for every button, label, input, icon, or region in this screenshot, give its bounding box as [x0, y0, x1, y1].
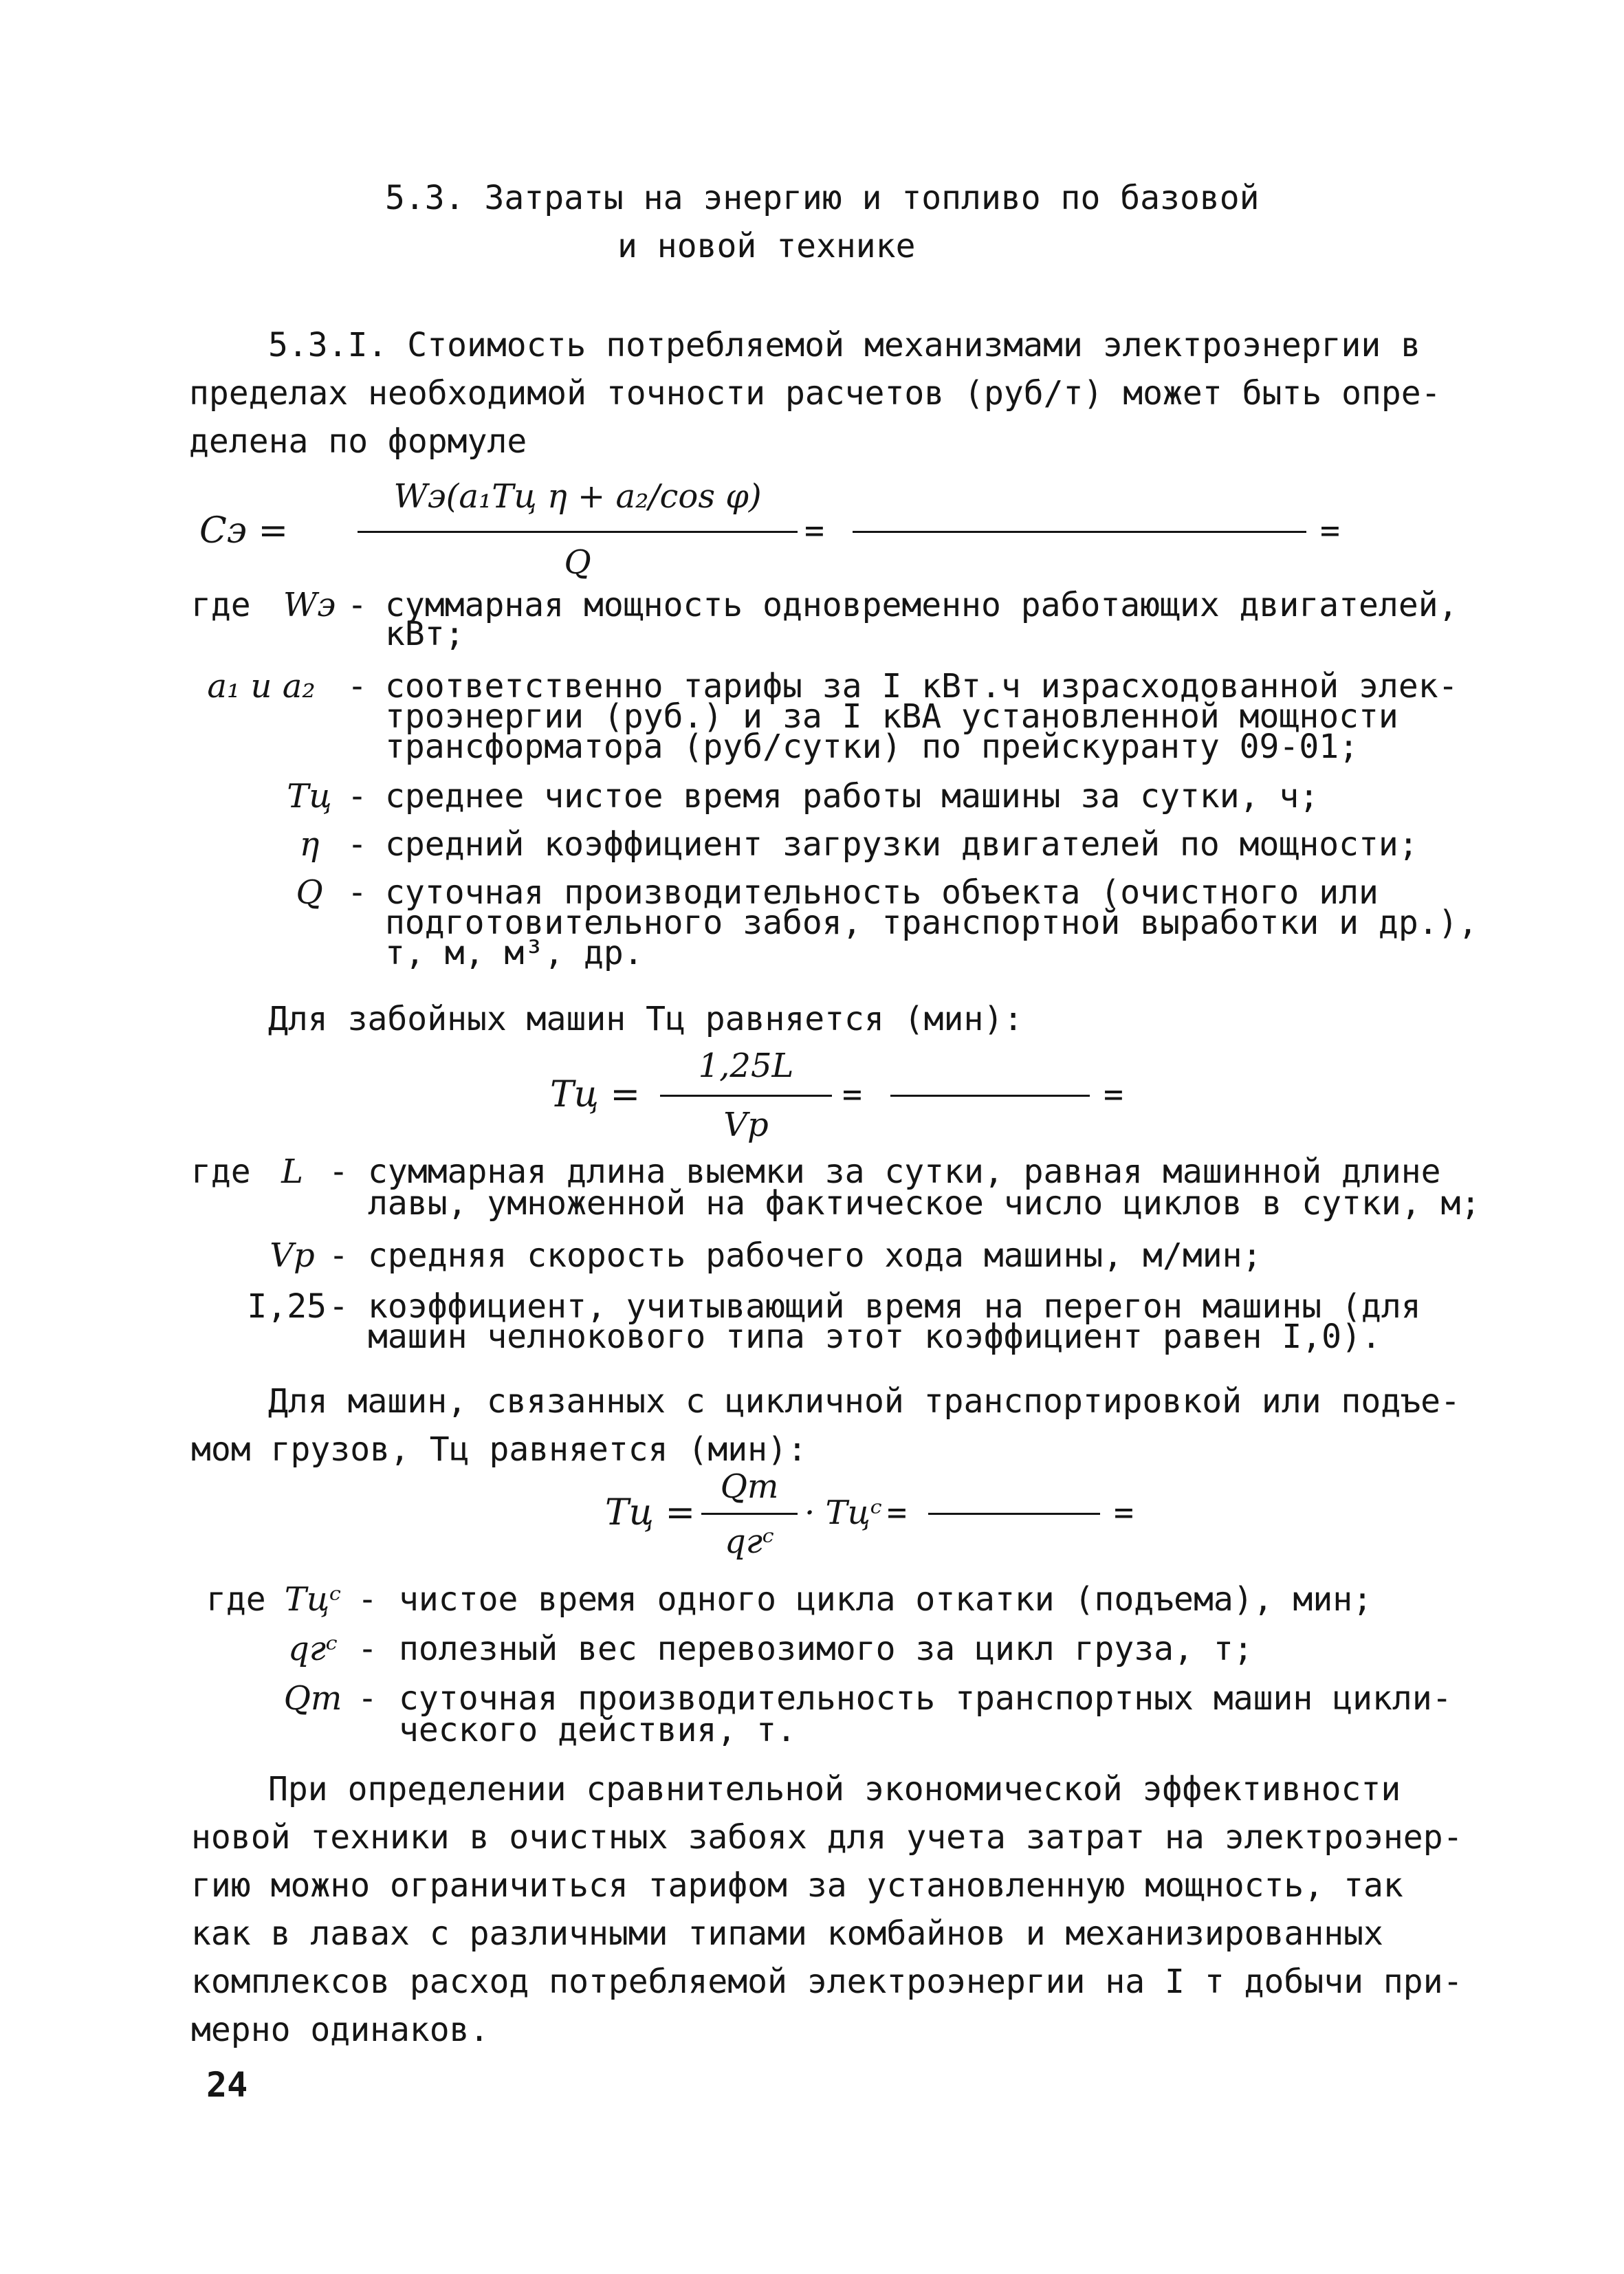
- formula-3-fraction-bar: [701, 1513, 798, 1515]
- def-dash: -: [358, 1630, 377, 1668]
- def-text-line: т, м, м³, др.: [385, 934, 644, 972]
- def-dash: -: [358, 1679, 377, 1718]
- def-text-line: среднее чистое время работы машины за сутки, ч;: [385, 777, 1319, 816]
- def-text-line: лавы, умноженной на фактическое число циклов в сутки, м;: [368, 1184, 1481, 1223]
- def-dash: -: [329, 1236, 349, 1275]
- formula-2-equals-a: =: [842, 1075, 862, 1114]
- def-prefix: где: [191, 586, 251, 624]
- def-symbol: η: [299, 825, 320, 864]
- def-dash: -: [347, 586, 367, 624]
- def-symbol: Tцᶜ: [284, 1580, 342, 1619]
- formula-1-lhs: Cэ =: [199, 510, 289, 551]
- formula-1-fraction-bar: [358, 531, 798, 533]
- para-4-line: как в лавах с различными типами комбайнов и механизированных: [191, 1914, 1383, 1953]
- def-symbol: Tц: [287, 777, 332, 816]
- formula-2-denominator: Vр: [723, 1106, 769, 1144]
- def-symbol: a₁ и a₂: [207, 667, 316, 706]
- def-text-line: суточная производительность объекта (очистного или: [385, 873, 1379, 912]
- para-4-line: мерно одинаков.: [191, 2011, 490, 2049]
- def-dash: -: [347, 667, 367, 706]
- def-dash: -: [347, 825, 367, 864]
- formula-2-equals-b: =: [1104, 1075, 1123, 1114]
- formula-1-answer-blank: [853, 531, 1306, 533]
- def-dash: -: [329, 1152, 349, 1191]
- def-text-line: средний коэффициент загрузки двигателей по мощности;: [385, 825, 1418, 864]
- para-4-line: комплексов расход потребляемой электроэнергии на I т добычи при-: [191, 1963, 1463, 2001]
- def-symbol: L: [281, 1152, 303, 1191]
- formula-3-denominator: qгᶜ: [725, 1522, 774, 1561]
- def-text-line: троэнергии (руб.) и за I кВА установленной мощности: [385, 697, 1398, 736]
- def-text-line: подготовительного забоя, транспортной выработки и др.),: [385, 904, 1478, 942]
- formula-3-numerator: Qт: [720, 1467, 779, 1506]
- para-4-line: новой техники в очистных забоях для учета затрат на электроэнер-: [191, 1818, 1463, 1857]
- def-symbol: I,25: [247, 1287, 327, 1326]
- formula-1-equals-a: =: [804, 512, 824, 550]
- def-text-line: средняя скорость рабочего хода машины, м/мин;: [368, 1236, 1262, 1275]
- def-text-line: соответственно тарифы за I кВт.ч израсходованной элек-: [385, 667, 1458, 706]
- formula-3-multiplier: · Tцᶜ: [804, 1494, 882, 1532]
- formula-2-answer-blank: [890, 1095, 1090, 1097]
- intro-line-3: делена по формуле: [189, 422, 527, 461]
- def-text-line: суммарная длина выемки за сутки, равная машинной длине: [368, 1152, 1441, 1191]
- def-dash: -: [358, 1580, 377, 1619]
- def-symbol: Qт: [283, 1679, 342, 1718]
- para-4-line: При определении сравнительной экономической эффективности: [268, 1770, 1401, 1808]
- def-prefix: где: [191, 1152, 251, 1191]
- def-prefix: где: [206, 1580, 266, 1619]
- def-text-line: коэффициент, учитывающий время на перегон машины (для: [368, 1287, 1421, 1326]
- para-4-line: гию можно ограничиться тарифом за установленную мощность, так: [191, 1866, 1403, 1905]
- def-symbol: Wэ: [283, 586, 336, 624]
- formula-2-lhs: Tц =: [550, 1074, 641, 1115]
- formula-3-equals-b: =: [1114, 1494, 1134, 1532]
- def-symbol: Q: [296, 873, 323, 912]
- formula-1-equals-b: =: [1320, 512, 1340, 550]
- formula-2-numerator: 1,25L: [698, 1047, 794, 1085]
- formula-1-denominator: Q: [564, 543, 591, 582]
- def-text-line: суммарная мощность одновременно работающих двигателей,: [385, 586, 1458, 624]
- def-text-line: полезный вес перевозимого за цикл груза, т;: [399, 1630, 1253, 1668]
- def-dash: -: [347, 777, 367, 816]
- def-text-line: чистое время одного цикла откатки (подъема), мин;: [399, 1580, 1373, 1619]
- def-text-line: ческого действия, т.: [399, 1711, 796, 1749]
- formula-3-lhs: Tц =: [605, 1492, 696, 1533]
- intro-line-1: 5.3.I. Стоимость потребляемой механизмами электроэнергии в: [268, 326, 1421, 364]
- para-3-line-1: Для машин, связанных с цикличной транспортировкой или подъе-: [268, 1382, 1460, 1421]
- page-number: 24: [206, 2065, 248, 2105]
- section-heading-line1: 5.3. Затраты на энергию и топливо по базовой: [385, 179, 1260, 217]
- formula-3-equals-a: =: [887, 1494, 907, 1532]
- para-2: Для забойных машин Tц равняется (мин):: [268, 1000, 1024, 1038]
- section-heading-line2: и новой технике: [617, 227, 916, 265]
- def-text-line: машин челнокового типа этот коэффициент равен I,0).: [368, 1318, 1381, 1356]
- intro-line-2: пределах необходимой точности расчетов (руб/т) может быть опре-: [189, 374, 1441, 413]
- formula-2-fraction-bar: [660, 1095, 832, 1097]
- def-dash: -: [329, 1287, 349, 1326]
- def-symbol: qгᶜ: [288, 1630, 338, 1668]
- para-3-line-2: мом грузов, Tц равняется (мин):: [191, 1430, 807, 1469]
- def-dash: -: [347, 873, 367, 912]
- formula-1-numerator: Wэ(a₁Tц η + a₂/cos φ): [393, 477, 762, 516]
- def-text-line: суточная производительность транспортных машин цикли-: [399, 1679, 1452, 1718]
- formula-3-answer-blank: [928, 1513, 1100, 1515]
- def-text-line: трансформатора (руб/сутки) по прейскуранту 09-01;: [385, 728, 1359, 766]
- def-text-line: кВт;: [385, 615, 465, 653]
- def-symbol: Vр: [270, 1236, 315, 1275]
